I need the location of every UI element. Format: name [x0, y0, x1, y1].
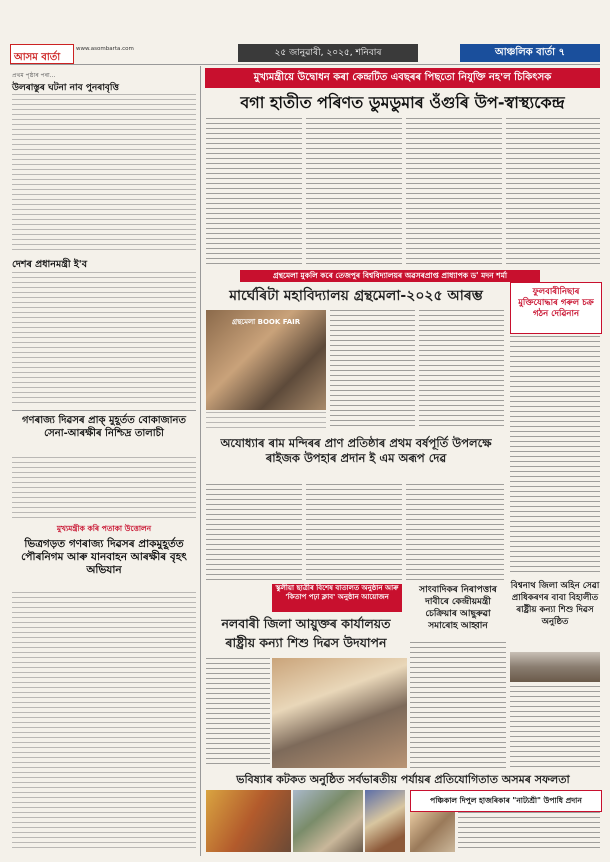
bottom-headline: ভবিষ্যাৰ কটকত অনুষ্ঠিত সৰ্বভাৰতীয় পৰ্যায়ৰ প্ৰতিযোগিতাত অসমৰ সফলতা: [236, 773, 570, 786]
photo-caption: [206, 412, 326, 432]
ayodhya-headline: অযোধ্যাৰ ৰাম মন্দিৰৰ প্ৰাণ প্ৰতিষ্ঠাৰ প্ৰথম বৰ্ষপূৰ্তি উপলক্ষে ৰাইজক উপহাৰ প্ৰদান ই এম অৰূপ দেৱ: [220, 436, 492, 465]
left-headline-1: উলৰাস্তুৰ ঘটনা নাব পুনৰাবৃত্তি: [12, 83, 119, 93]
top-story-col-3: [406, 118, 502, 268]
top-headline: বগা হাতীত পৰিণত ডুমডুমাৰ ওঁগুৰি উপ-স্বাস্থ্যকেন্দ্ৰ: [240, 93, 565, 112]
right-feature-text: [510, 336, 600, 576]
dateline: ২৫ জানুৱাৰী, ২০২৫, শনিবাৰ: [238, 44, 418, 62]
natyashree-headline: পঞ্চিকাল দিপুল হাজৰিকাৰ "নাট্যশ্ৰী" উপাধি প্ৰদান: [410, 790, 602, 812]
newspaper-logo: [10, 44, 74, 64]
nalbari-headline: নলবাৰী জিলা আয়ুক্তৰ কাৰ্যালয়ত ৰাষ্ট্ৰীয় কন্যা শিশু দিৱস উদযাপন: [221, 616, 391, 650]
nalbari-photo: [272, 658, 407, 768]
lower-red-box: স্কুলীয়া ছাত্ৰীৰ বিশেষ বাতালত অনুষ্ঠান আৰু 'কিতাপ পঢ়া ক্লাব' অনুষ্ঠান আয়োজন: [272, 584, 402, 612]
mid-headline: মাৰ্ঘেৰিটা মহাবিদ্যালয় গ্ৰন্থমেলা-২০২৫ আৰম্ভ: [229, 288, 483, 304]
mid-col-2: [419, 310, 504, 430]
left-headline-2: দেশৰ প্ৰধানমন্ত্ৰী ই'ব: [12, 259, 87, 270]
bishwanath-photo: [510, 652, 600, 682]
website-text: www.asombarta.com: [76, 46, 134, 52]
left-article-2-text: [12, 272, 196, 407]
left-subhead: মুখ্যমন্ত্ৰীক কৰি পতাকা উত্তোলন: [56, 524, 152, 533]
left-article-5-text: [12, 592, 196, 850]
section-tag: আঞ্চলিক বাৰ্তা ৭: [460, 44, 600, 62]
left-article-1-text: [12, 94, 196, 254]
natyashree-photo: [410, 812, 455, 852]
bishwanath-headline: বিশ্বনাথ জিলা অহিন সেৱা প্ৰাধিকৰণৰ বাবা বিহালীত ৰাষ্ট্ৰীয় কন্যা শিশু দিৱস অনুষ্ঠিত: [510, 581, 600, 627]
bishwanath-text: [510, 686, 600, 768]
continued-label: প্ৰথম পৃষ্ঠাৰ পৰা...: [12, 72, 56, 79]
right-feature-title: ফুলবাৰীনিছাৰ মুক্তিযোদ্ধাৰ গৰুল চক্ৰ গঠন দেৱিনান: [518, 287, 594, 319]
mid-red-band: গ্ৰন্থমেলা মুকলি কৰে তেজপুৰ বিশ্ববিদ্যালয়ৰ অৱসৰপ্ৰাপ্ত প্ৰাধ্যাপক ড' মদন শৰ্মা: [240, 270, 540, 282]
savings-headline: সাংবাদিকৰ নিৰাপত্তাৰ দাবীৰে কেন্দ্ৰীয়মন্ত্ৰী চেক্ৰিয়াৰ আছুৰুৱা সমাৰোহ আহ্বান: [419, 585, 497, 631]
divider: [12, 410, 196, 411]
left-headline-5: ভিত্ৰগড়ত গণৰাজ্য দিৱসৰ প্ৰাকমুহূৰ্তত পৌৰনিগম আৰু যানবাহন আৰক্ষীৰ বৃহৎ অভিযান: [21, 538, 187, 576]
bottom-photo-2: [293, 790, 363, 852]
book-fair-banner-text: গ্ৰন্থমেলা BOOK FAIR: [231, 318, 301, 326]
book-fair-photo: [206, 310, 326, 410]
bottom-photo-1: [206, 790, 291, 852]
top-story-col-1: [206, 118, 302, 268]
natyashree-text: [458, 812, 600, 852]
top-story-col-2: [306, 118, 402, 268]
ayodhya-col-1: [206, 484, 302, 584]
logo-text: আসম বাৰ্তা: [14, 52, 61, 63]
ayodhya-col-3: [406, 484, 504, 584]
top-story-col-4: [506, 118, 600, 268]
mid-col-1: [330, 310, 415, 430]
left-article-3-text: [12, 457, 196, 521]
top-red-banner: মুখ্যমন্ত্ৰীয়ে উদ্বোধন কৰা কেন্দ্ৰটিত এবছৰৰ পিছতো নিযুক্তি নহ'ল চিকিৎসক: [205, 68, 600, 88]
nalbari-col-1: [206, 658, 270, 768]
right-feature-box: [510, 282, 602, 334]
left-headline-3: গণৰাজ্য দিৱসৰ প্ৰাক্ মুহূৰ্তত বোকাজানত সেনা-আৰক্ষীৰ নিশ্চিদ্ৰ তালাচী: [21, 415, 187, 439]
column-rule: [200, 66, 201, 856]
ayodhya-col-2: [306, 484, 402, 584]
bottom-photo-3: [365, 790, 405, 852]
savings-text: [410, 642, 506, 768]
